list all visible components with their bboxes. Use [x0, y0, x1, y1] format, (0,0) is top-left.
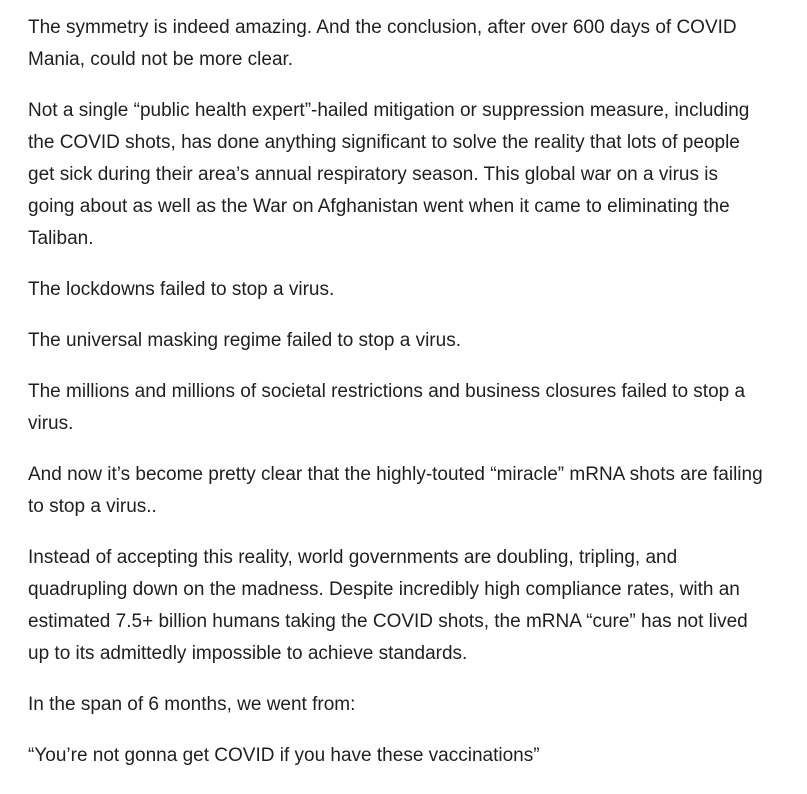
- paragraph-mitigation-measures: Not a single “public health expert”-hailed mitigation or suppression measure, including the COVID shots, has done anything significant to solve the reality that lots of people get sick during their area’s annual respiratory season. This global war on a virus is going about as well as the War on Afghanistan went when it came to eliminating the Taliban.: [28, 100, 750, 249]
- paragraph-restrictions: The millions and millions of societal restrictions and business closures failed to stop a virus.: [28, 381, 746, 434]
- paragraph-lockdowns: The lockdowns failed to stop a virus.: [28, 279, 335, 300]
- paragraph-masking: The universal masking regime failed to stop a virus.: [28, 330, 461, 351]
- paragraph-governments: Instead of accepting this reality, world governments are doubling, tripling, and quadrupling down on the madness. Despite incredibly high compliance rates, with an estimated 7.5+ billion humans taking the COVID shots, the mRNA “cure” has not lived up to its admittedly impossible to achieve standards.: [28, 547, 748, 664]
- paragraph-mrna-shots: And now it’s become pretty clear that the highly-touted “miracle” mRNA shots are failing to stop a virus..: [28, 464, 763, 517]
- paragraph-symmetry: The symmetry is indeed amazing. And the conclusion, after over 600 days of COVID Mania, could not be more clear.: [28, 17, 737, 70]
- paragraph-quote: “You’re not gonna get COVID if you have these vaccinations”: [28, 745, 540, 766]
- paragraph-six-months: In the span of 6 months, we went from:: [28, 694, 356, 715]
